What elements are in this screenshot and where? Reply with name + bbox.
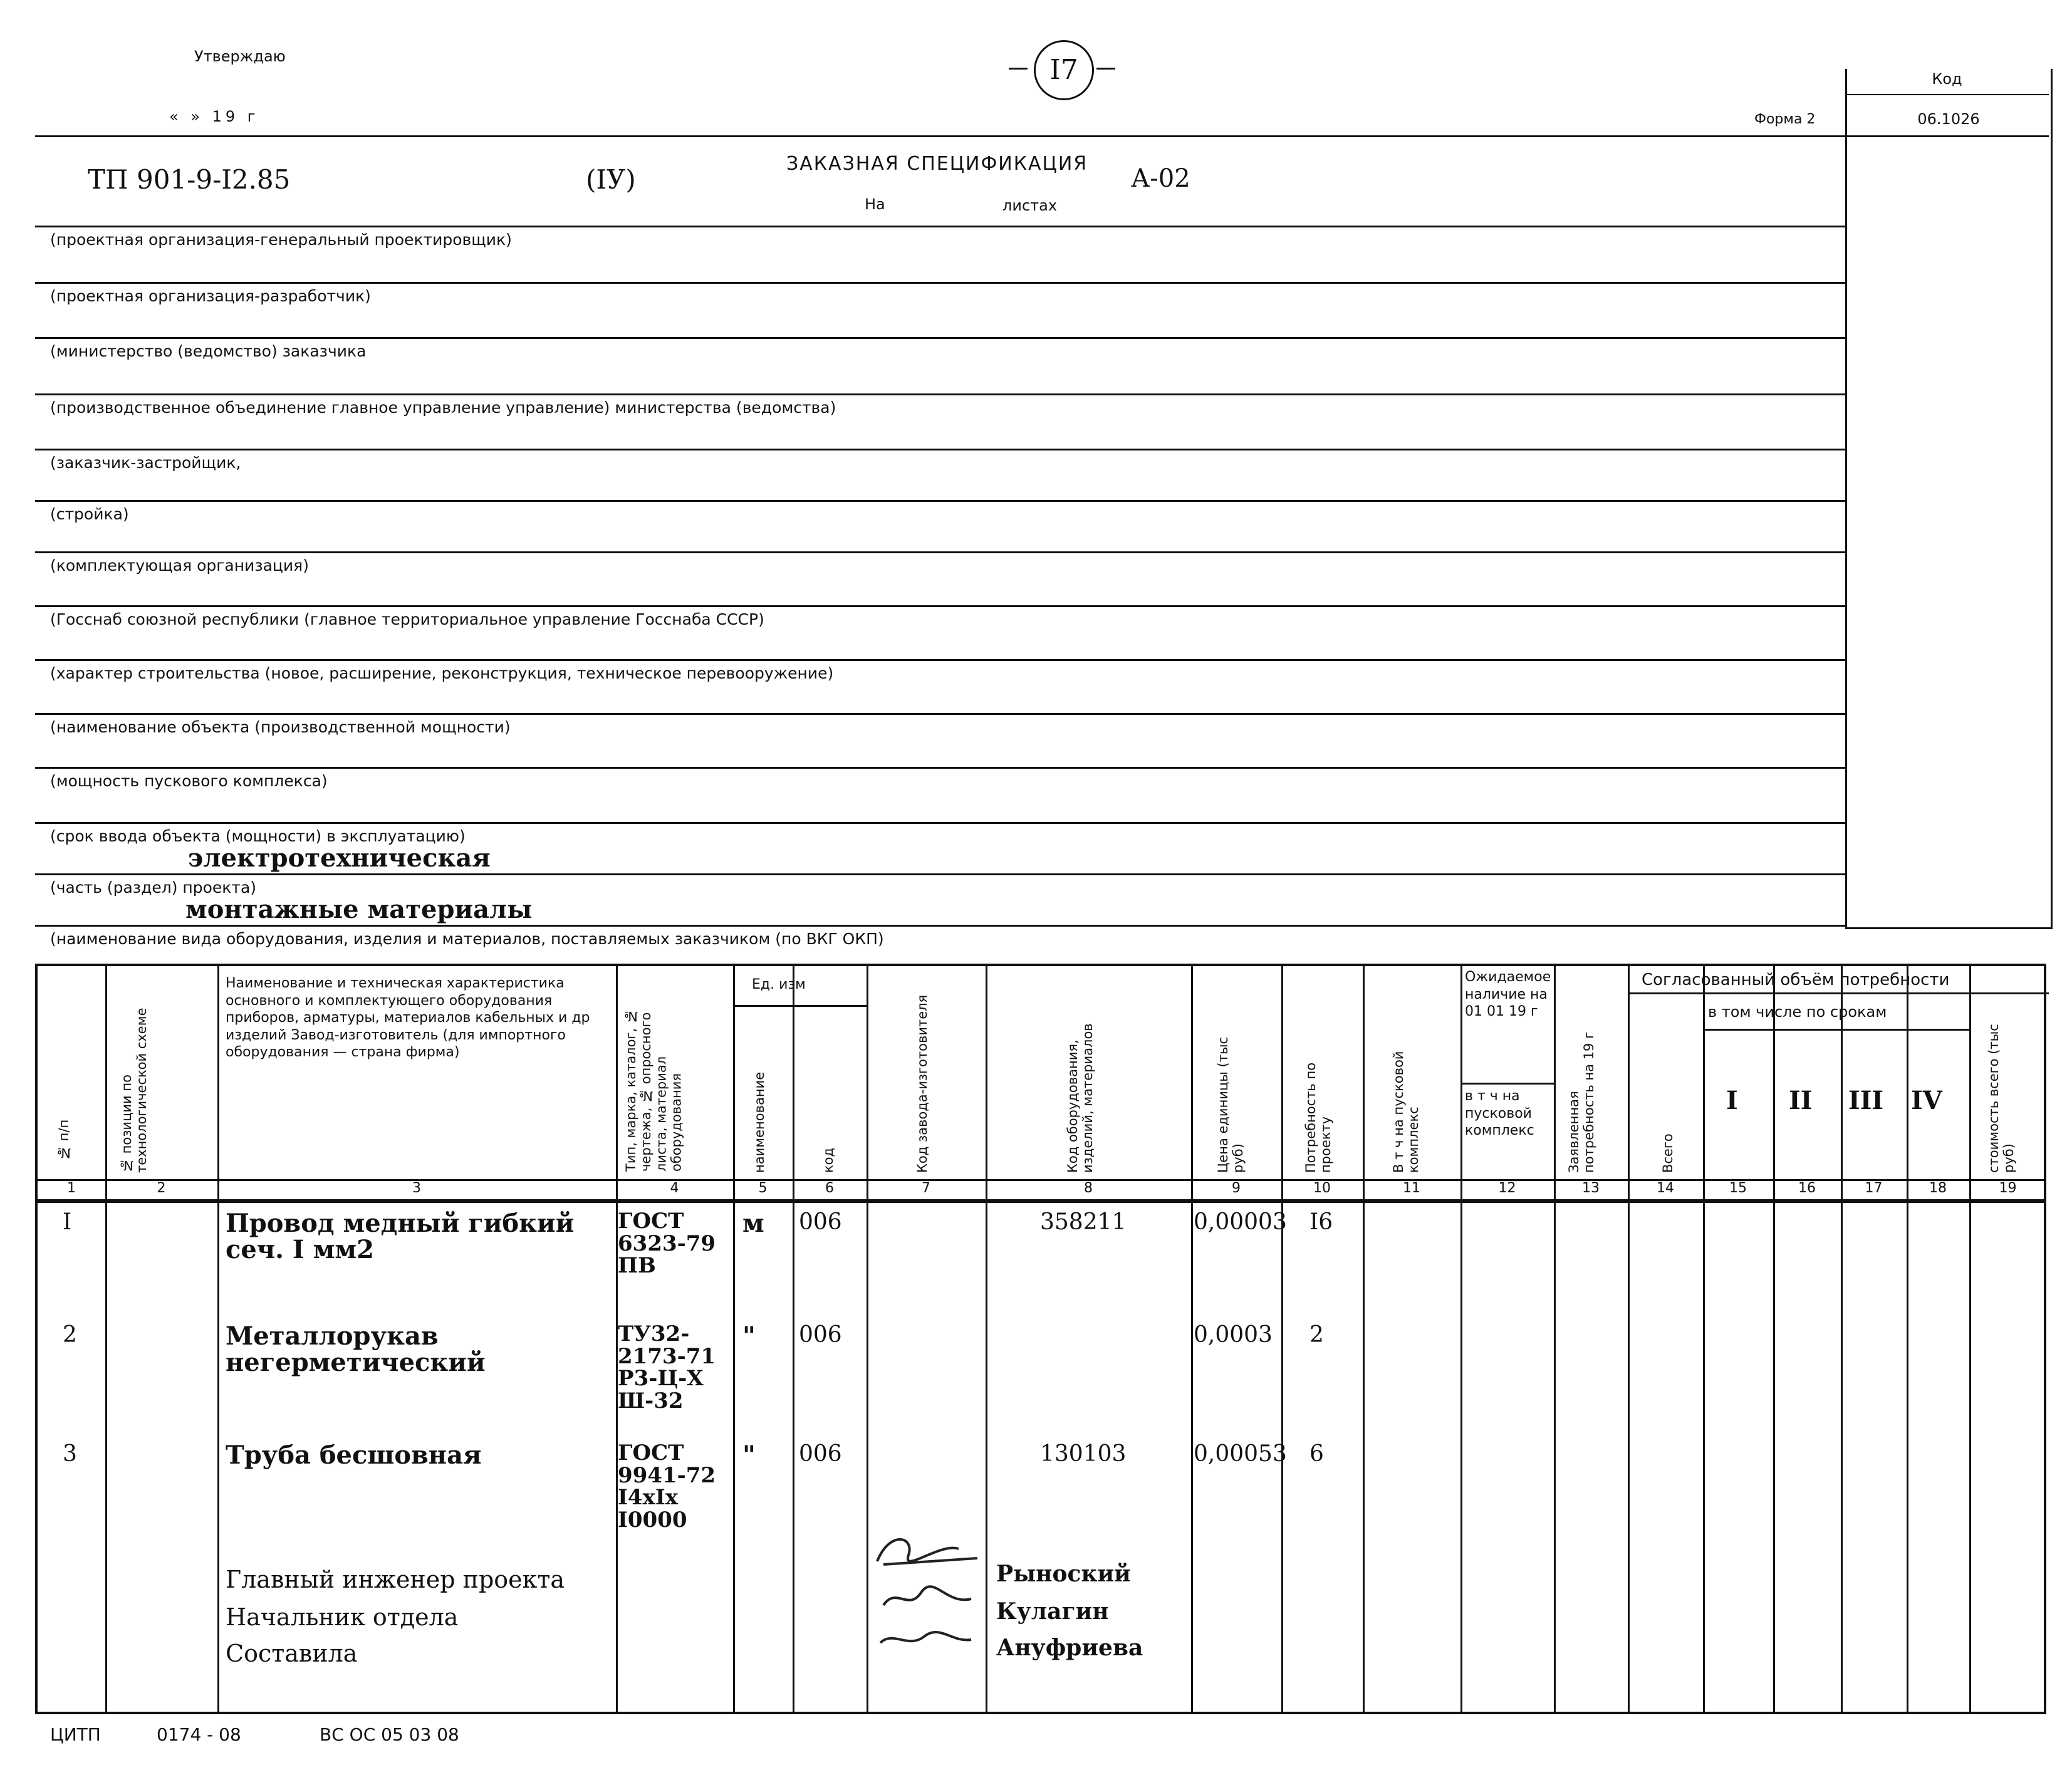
requisite-label: (характер строительства (новое, расширение, реконструкция, техническое перевооружение) <box>50 664 834 682</box>
row-unit: " <box>742 1321 756 1351</box>
part-value: электротехническая <box>188 843 491 873</box>
row-unit-code: 006 <box>799 1209 842 1235</box>
row-unit-code: 006 <box>799 1322 842 1348</box>
column-number: 18 <box>1929 1180 1947 1196</box>
row-price: 0,0003 <box>1194 1322 1273 1348</box>
row-need: 2 <box>1309 1322 1324 1348</box>
column-number: 14 <box>1657 1180 1674 1196</box>
hdr-num: № п/п <box>56 1119 71 1160</box>
hdr-type: Тип, марка, каталог, № чертежа, № опросного листа, материал оборудования <box>623 1009 684 1172</box>
signature-name: Ануфриева <box>996 1635 1143 1661</box>
column-number: 12 <box>1498 1180 1516 1196</box>
column-number: 1 <box>67 1180 76 1196</box>
row-unit: м <box>742 1209 764 1238</box>
column-number: 15 <box>1729 1180 1747 1196</box>
column-number: 5 <box>758 1180 768 1196</box>
column-number: 19 <box>1999 1180 2017 1196</box>
requisite-label: (проектная организация-генеральный проектировщик) <box>50 231 512 249</box>
hdr-equip-code: Код оборудования, изделий, материалов <box>1065 1023 1096 1173</box>
hdr-unit-code: код <box>821 1147 836 1173</box>
header-top-rule <box>35 135 2049 137</box>
requisite-label: (наименование вида оборудования, изделия и материалов, поставляемых заказчиком (по ВКГ ОКП) <box>50 930 884 948</box>
footer-org: ЦИТП <box>50 1724 101 1745</box>
hdr-q4: IV <box>1911 1086 1942 1115</box>
requisite-label: (производственное объединение главное управление управление) министерства (ведомства) <box>50 398 836 417</box>
requisite-label: (мощность пускового комплекса) <box>50 772 328 790</box>
sheets-prefix: На <box>865 195 885 213</box>
column-number: 17 <box>1865 1180 1883 1196</box>
hdr-unit-group: Ед. изм <box>752 977 806 992</box>
row-unit-code: 006 <box>799 1441 842 1467</box>
column-number: 4 <box>670 1180 679 1196</box>
column-number: 16 <box>1798 1180 1816 1196</box>
footer-ref: ВС ОС 05 03 08 <box>320 1724 459 1745</box>
row-type: ГОСТ 9941-72 I4хIх I0000 <box>618 1440 716 1533</box>
approve-label: Утверждаю <box>194 48 286 65</box>
row-number: 3 <box>63 1441 77 1467</box>
row-equip-code: 130103 <box>1040 1441 1127 1467</box>
hdr-launch: В т ч на пусковой комплекс <box>1391 1051 1422 1173</box>
column-number: 11 <box>1403 1180 1420 1196</box>
row-unit: " <box>742 1440 756 1470</box>
column-number: 7 <box>922 1180 930 1196</box>
requisite-label: (наименование объекта (производственной мощности) <box>50 718 511 736</box>
column-number: 9 <box>1232 1180 1241 1196</box>
form-label: Форма 2 <box>1754 112 1816 127</box>
hdr-q2: II <box>1789 1086 1813 1115</box>
requisite-label: (проектная организация-разработчик) <box>50 287 371 305</box>
row-equip-code: 358211 <box>1040 1209 1127 1235</box>
column-number: 8 <box>1084 1180 1093 1196</box>
hdr-maker-code: Код завода-изготовителя <box>915 994 930 1173</box>
approve-date: « » 19 г <box>169 108 259 125</box>
handwritten-signatures <box>865 1517 990 1680</box>
hdr-need: Потребность по проекту <box>1303 1062 1334 1173</box>
row-type: ГОСТ 6323-79 ПВ <box>618 1209 716 1279</box>
requisite-label: (заказчик-застройщик, <box>50 454 241 472</box>
hdr-name: Наименование и техническая характеристика основного и комплектующего оборудования приборов, арматуры, материалов кабельных и др изделий Завод-изготовитель (для импортного оборудования — страна фирма) <box>226 976 590 1060</box>
hdr-agreed-group: Согласованный объём потребности <box>1642 971 1950 989</box>
row-type: ТУ32-2173-71 Р3-Ц-Х Ш-32 <box>618 1321 716 1414</box>
hdr-declared: Заявленная потребность на 19 г <box>1566 1031 1597 1173</box>
hdr-price: Цена единицы (тыс руб) <box>1216 1036 1246 1173</box>
column-number: 3 <box>412 1180 421 1196</box>
hdr-position: № позиции по технологической схеме <box>119 1007 150 1173</box>
row-number: I <box>63 1209 72 1235</box>
code-box <box>1845 69 2053 929</box>
row-number: 2 <box>63 1322 77 1348</box>
hdr-expected: Ожидаемое наличие на 01 01 19 г <box>1465 969 1551 1019</box>
spec-number: А-02 <box>1131 164 1190 193</box>
requisite-label: (Госснаб союзной республики (главное территориальное управление Госснаба СССР) <box>50 610 764 628</box>
hdr-expected-launch: в т ч на пусковой комплекс <box>1465 1088 1534 1138</box>
requisite-label: (срок ввода объекта (мощности) в эксплуатацию) <box>50 827 466 845</box>
column-number: 13 <box>1582 1180 1600 1196</box>
column-number: 10 <box>1313 1180 1331 1196</box>
row-need: I6 <box>1309 1209 1333 1235</box>
row-price: 0,00053 <box>1194 1441 1287 1467</box>
row-price: 0,00003 <box>1194 1209 1287 1235</box>
doc-roman: (IУ) <box>586 164 636 195</box>
requisite-label: (министерство (ведомство) заказчика <box>50 342 367 360</box>
hdr-q1: I <box>1726 1086 1738 1115</box>
requisite-label: (комплектующая организация) <box>50 556 309 575</box>
signature-name: Рыноский <box>996 1561 1131 1587</box>
code-value: 06.1026 <box>1917 110 1980 128</box>
sheets-word: листах <box>1002 197 1058 214</box>
type-value: монтажные материалы <box>185 895 533 924</box>
column-number: 6 <box>825 1180 834 1196</box>
signature-name: Кулагин <box>996 1598 1109 1625</box>
signature-role: Начальник отдела <box>226 1603 459 1631</box>
spec-table <box>35 964 2046 1714</box>
signature-role: Составила <box>226 1640 358 1667</box>
hdr-total: Всего <box>1660 1133 1675 1173</box>
spec-title: ЗАКАЗНАЯ СПЕЦИФИКАЦИЯ <box>786 153 1088 175</box>
footer-code: 0174 - 08 <box>157 1724 241 1745</box>
hdr-cost: стоимость всего (тыс руб) <box>1986 1024 2017 1173</box>
requisite-label: (часть (раздел) проекта) <box>50 878 257 897</box>
requisite-label: (стройка) <box>50 505 129 523</box>
hdr-unit-name: наименование <box>752 1071 767 1173</box>
column-number: 2 <box>157 1180 166 1196</box>
row-need: 6 <box>1309 1441 1324 1467</box>
row-name: Металлорукав негерметический <box>226 1321 486 1377</box>
row-name: Провод медный гибкий сеч. I мм2 <box>226 1209 575 1264</box>
signature-role: Главный инженер проекта <box>226 1566 565 1593</box>
hdr-q3: III <box>1848 1086 1884 1115</box>
row-name: Труба бесшовная <box>226 1440 482 1470</box>
code-title: Код <box>1932 70 1962 88</box>
page-number: I7 <box>1034 40 1094 100</box>
doc-code: ТП 901-9-I2.85 <box>88 164 291 195</box>
hdr-by-terms: в том числе по срокам <box>1708 1003 1887 1021</box>
